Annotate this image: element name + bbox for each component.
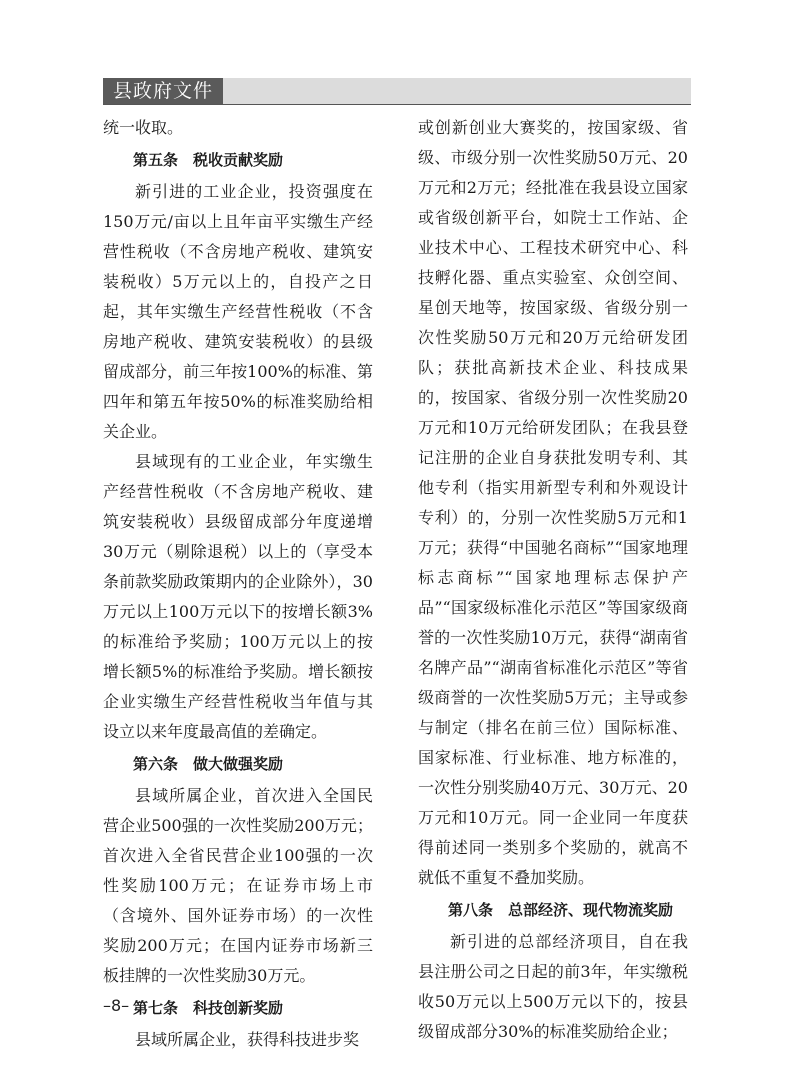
paragraph: 县域所属企业，首次进入全国民营企业500强的一次性奖励200万元；首次进入全省民营企业100强的一次性奖励100万元；在证券市场上市（含境外、国外证券市场）的一次性奖励200万元；在国内证券市场新三板挂牌的一次性奖励30万元。 bbox=[103, 786, 373, 985]
header-rule bbox=[103, 104, 691, 105]
left-column bbox=[103, 113, 373, 1055]
article-6-title: 第六条 做大做强奖励 bbox=[133, 755, 284, 773]
paragraph-continuation: 统一收取。 bbox=[103, 118, 184, 137]
article-8-title: 第八条 总部经济、现代物流奖励 bbox=[448, 901, 674, 919]
page-number: –8– bbox=[103, 996, 130, 1015]
article-7-title: 第七条 科技创新奖励 bbox=[133, 999, 284, 1017]
right-column bbox=[418, 113, 688, 1047]
paragraph: 县域现有的工业企业，年实缴生产经营性税收（不含房地产税收、建筑安装税收）县级留成部分年度递增30万元（剔除退税）以上的（享受本条前款奖励政策期内的企业除外），30万元以上100万元以下的按增长额3%的标准给予奖励；100万元以上的按增长额5%的标准给予奖励。增长额按企业实缴生产经营性税收当年值与其设立以来年度最高值的差确定。 bbox=[103, 452, 373, 741]
document-header-title: 县政府文件 bbox=[103, 78, 223, 104]
paragraph: 新引进的总部经济项目，自在我县注册公司之日起的前3年，年实缴税收50万元以上500万元以下的，按县级留成部分30%的标准奖励给企业； bbox=[418, 932, 688, 1041]
paragraph: 县域所属企业，获得科技进步奖 bbox=[135, 1030, 360, 1049]
paragraph: 新引进的工业企业，投资强度在150万元/亩以上且年亩平实缴生产经营性税收（不含房地产税收、建筑安装税收）5万元以上的，自投产之日起，其年实缴生产经营性税收（不含房地产税收、建筑安装税收）的县级留成部分，前三年按100%的标准、第四年和第五年按50%的标准奖励给相关企业。 bbox=[103, 182, 373, 441]
paragraph-continuation: 或创新创业大赛奖的，按国家级、省级、市级分别一次性奖励50万元、20万元和2万元；经批准在我县设立国家或省级创新平台，如院士工作站、企业技术中心、工程技术研究中心、科技孵化器、重点实验室、众创空间、星创天地等，按国家级、省级分别一次性奖励50万元和20万元给研发团队；获批高新技术企业、科技成果的，按国家、省级分别一次性奖励20万元和10万元给研发团队；在我县登记注册的企业自身获批发明专利、其他专利（指实用新型专利和外观设计专利）的，分别一次性奖励5万元和1万元；获得“中国驰名商标”“国家地理标志商标”“国家地理标志保护产品”“国家级标准化示范区”等国家级商誉的一次性奖励10万元，获得“湖南省名牌产品”“湖南省标准化示范区”等省级商誉的一次性奖励5万元；主导或参与制定（排名在前三位）国际标准、国家标准、行业标准、地方标准的，一次性分别奖励40万元、30万元、20万元和10万元。同一企业同一年度获得前述同一类别多个奖励的，就高不就低不重复不叠加奖励。 bbox=[418, 118, 688, 887]
article-5-title: 第五条 税收贡献奖励 bbox=[133, 151, 284, 169]
